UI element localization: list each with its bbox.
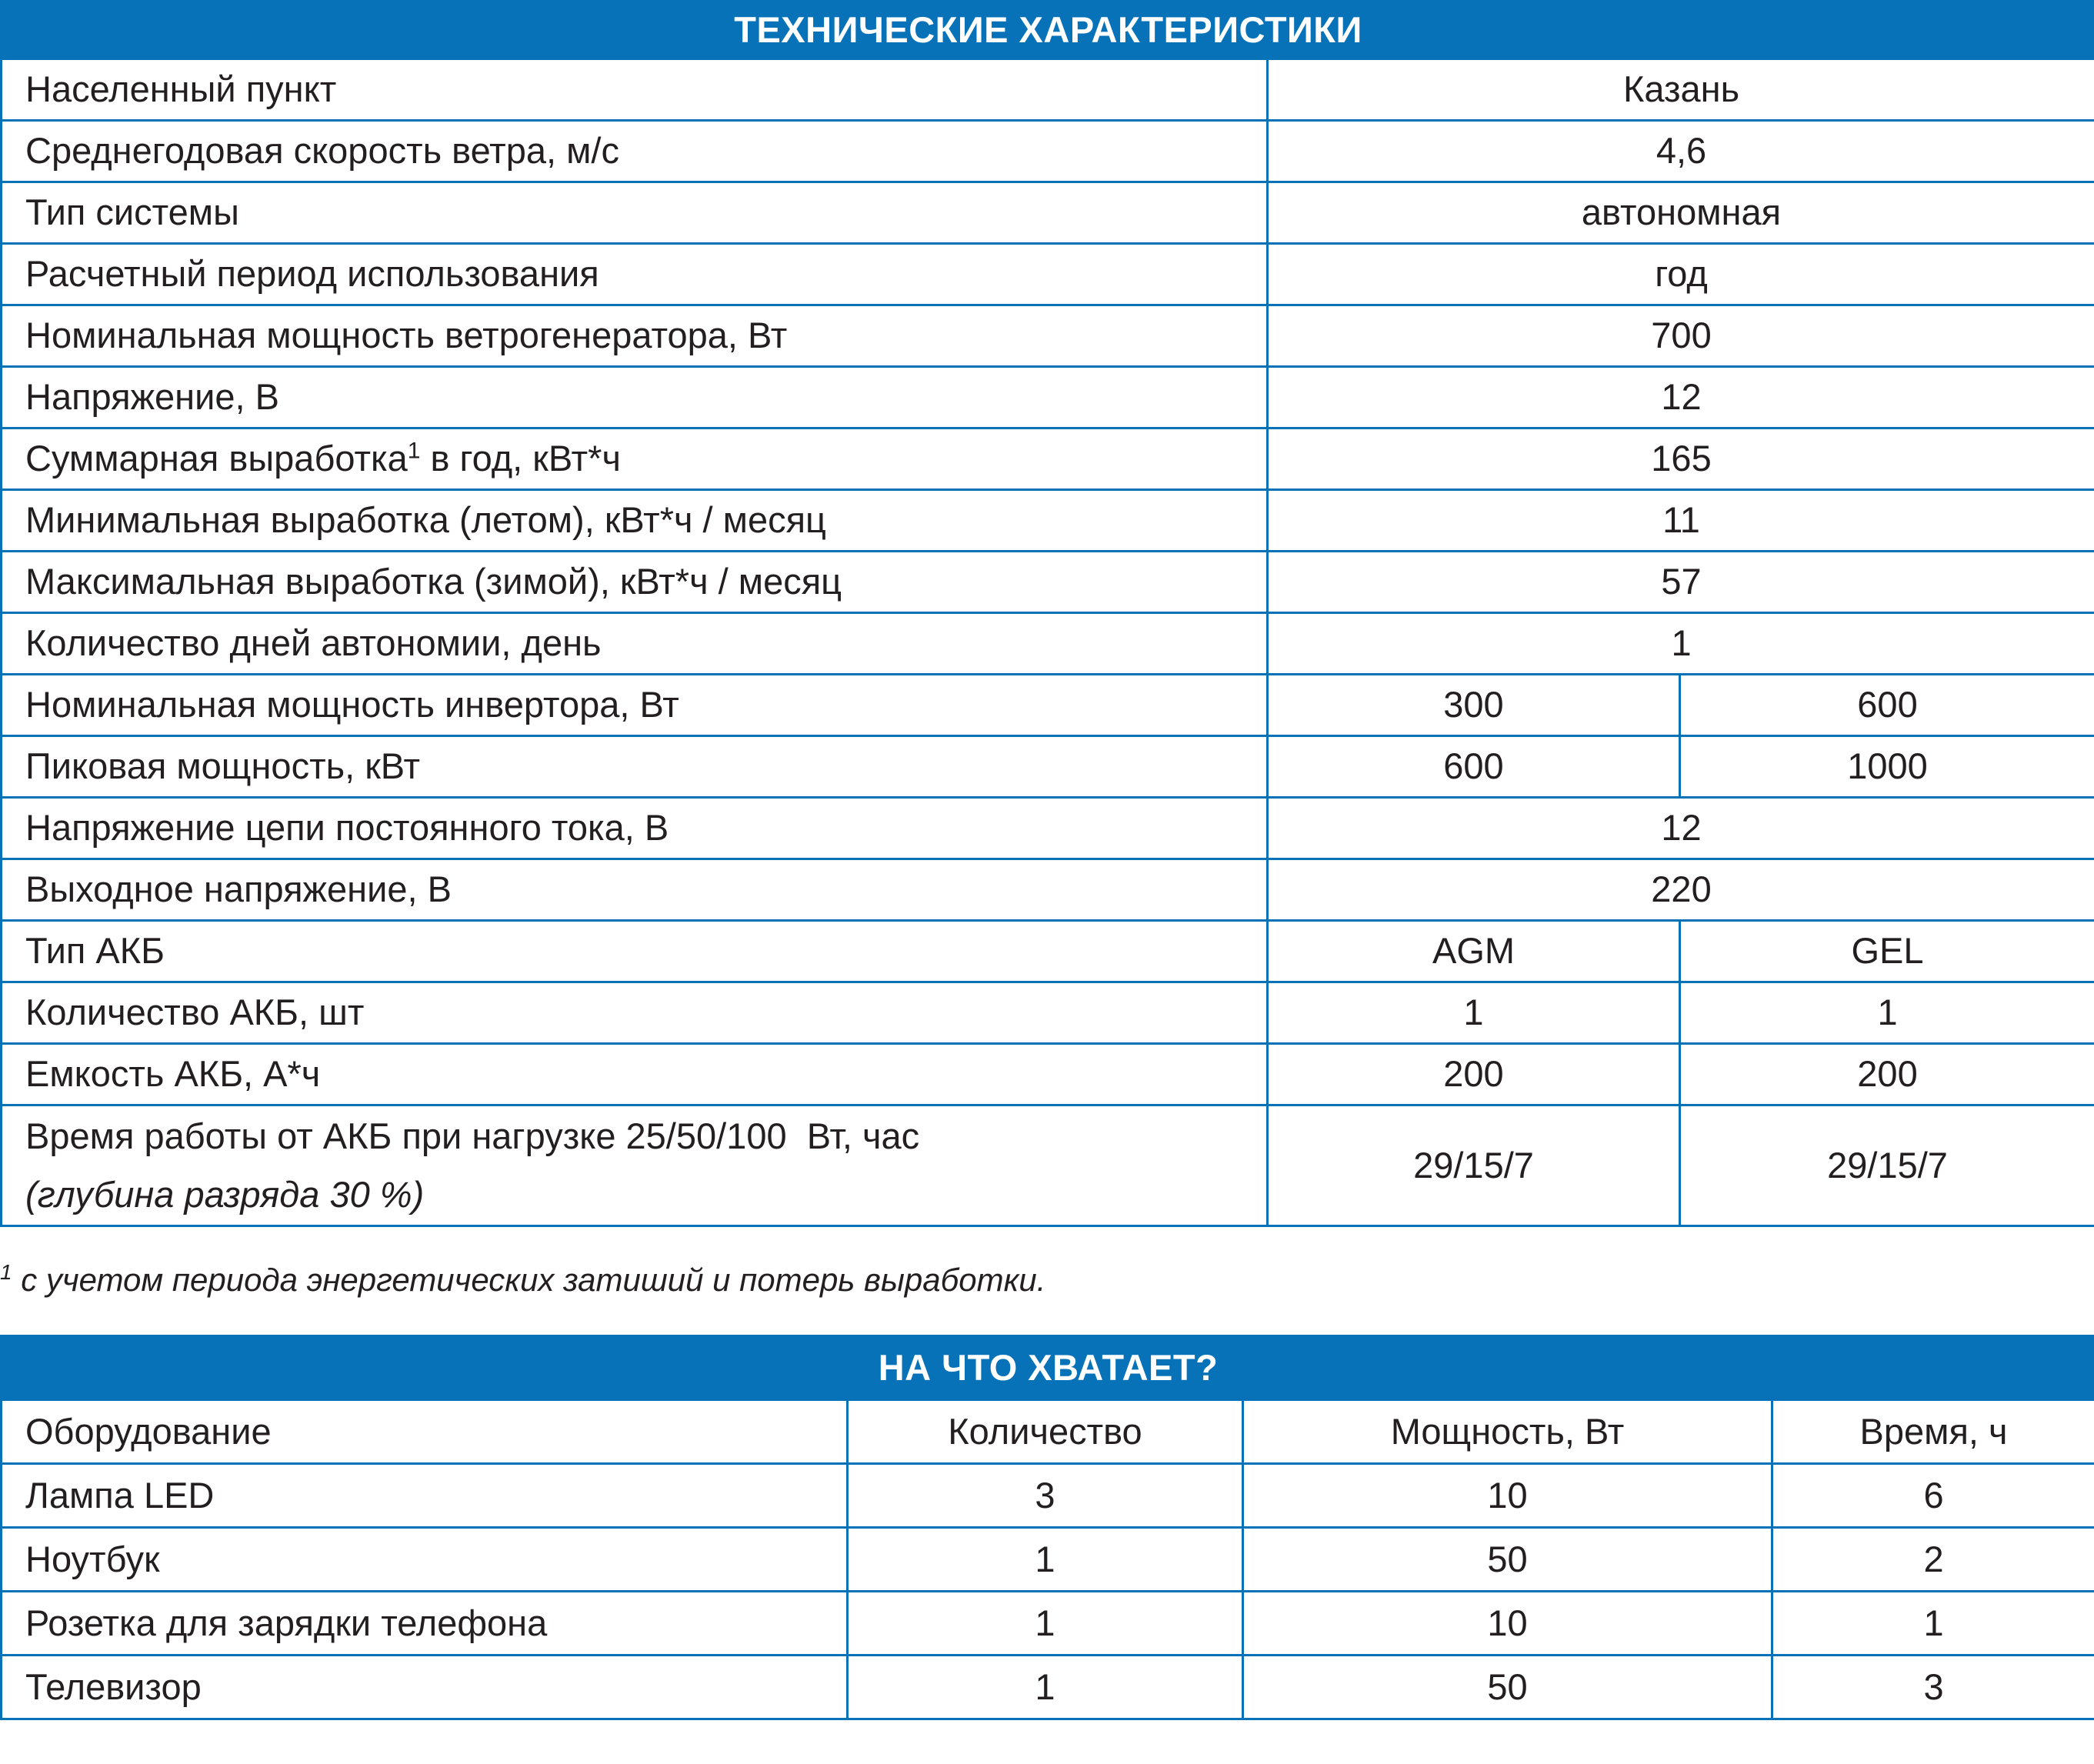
usage-table [0,1335,2094,1720]
table-row [2,1464,2094,1528]
footnote-text: с учетом периода энергетических затиший и потерь выработки. [12,1262,1046,1298]
table-row [2,1656,2094,1719]
spec-value: 220 [1268,859,2094,921]
footnote [0,1262,1045,1299]
table-row [2,244,2094,305]
column-header: Оборудование [2,1400,848,1464]
table-row [2,1592,2094,1656]
equipment-name: Лампа LED [2,1464,848,1528]
equipment-power: 10 [1243,1592,1772,1656]
table-row [2,367,2094,428]
equipment-time: 2 [1772,1528,2094,1592]
spec-value: 12 [1268,798,2094,859]
table-row [2,675,2094,736]
spec-value-option-a: 1 [1268,982,1680,1044]
spec-label [2,428,1268,490]
spec-value: Казань [1268,59,2094,121]
spec-label: Среднегодовая скорость ветра, м/с [2,121,1268,182]
specifications-title: ТЕХНИЧЕСКИЕ ХАРАКТЕРИСТИКИ [2,2,2094,59]
spec-value-option-b: 200 [1680,1044,2094,1105]
spec-value: 165 [1268,428,2094,490]
spec-value-option-b: 29/15/7 [1680,1105,2094,1226]
spec-label-text: Суммарная выработка [25,438,408,479]
equipment-power: 10 [1243,1464,1772,1528]
spec-label: Номинальная мощность ветрогенератора, Вт [2,305,1268,367]
table-row [2,859,2094,921]
spec-label-text: в год, кВт*ч [420,438,621,479]
spec-value: 1 [1268,613,2094,675]
spec-value-option-a: 29/15/7 [1268,1105,1680,1226]
footnote-marker: 1 [407,438,421,464]
table-row [2,1528,2094,1592]
spec-label [2,1105,1268,1226]
spec-value: 12 [1268,367,2094,428]
table-row [2,305,2094,367]
equipment-quantity: 1 [848,1656,1243,1719]
spec-value: 11 [1268,490,2094,552]
table-row [2,59,2094,121]
spec-label: Пиковая мощность, кВт [2,736,1268,798]
spec-label: Тип системы [2,182,1268,244]
equipment-power: 50 [1243,1656,1772,1719]
spec-value-option-a: 600 [1268,736,1680,798]
table-row [2,1044,2094,1105]
table-row [2,1105,2094,1226]
spec-value-option-b: 600 [1680,675,2094,736]
table-row [2,982,2094,1044]
equipment-time: 3 [1772,1656,2094,1719]
spec-label: Тип АКБ [2,921,1268,982]
spec-label: Номинальная мощность инвертора, Вт [2,675,1268,736]
table-row [2,490,2094,552]
spec-value: год [1268,244,2094,305]
spec-label: Минимальная выработка (летом), кВт*ч / месяц [2,490,1268,552]
spec-value-option-a: 300 [1268,675,1680,736]
equipment-name: Телевизор [2,1656,848,1719]
table-row [2,921,2094,982]
spec-label: Количество АКБ, шт [2,982,1268,1044]
column-header: Время, ч [1772,1400,2094,1464]
table-row [2,613,2094,675]
spec-value: 4,6 [1268,121,2094,182]
table-row [2,798,2094,859]
spec-label-note: (глубина разряда 30 %) [25,1174,425,1215]
table-row [2,736,2094,798]
spec-label: Количество дней автономии, день [2,613,1268,675]
spec-label: Расчетный период использования [2,244,1268,305]
spec-label: Максимальная выработка (зимой), кВт*ч / месяц [2,552,1268,613]
spec-label: Напряжение, В [2,367,1268,428]
spec-label: Выходное напряжение, В [2,859,1268,921]
equipment-quantity: 3 [848,1464,1243,1528]
equipment-name: Розетка для зарядки телефона [2,1592,848,1656]
column-header: Количество [848,1400,1243,1464]
equipment-name: Ноутбук [2,1528,848,1592]
spec-label: Напряжение цепи постоянного тока, В [2,798,1268,859]
spec-value-option-b: 1 [1680,982,2094,1044]
spec-label: Емкость АКБ, А*ч [2,1044,1268,1105]
spec-value-option-b: 1000 [1680,736,2094,798]
equipment-power: 50 [1243,1528,1772,1592]
equipment-quantity: 1 [848,1528,1243,1592]
spec-label: Населенный пункт [2,59,1268,121]
column-header: Мощность, Вт [1243,1400,1772,1464]
table-row [2,121,2094,182]
spec-label-text: Время работы от АКБ при нагрузке 25/50/100 Вт, час [25,1115,920,1156]
spec-value: 57 [1268,552,2094,613]
table-row [2,428,2094,490]
spec-value: автономная [1268,182,2094,244]
usage-title: НА ЧТО ХВАТАЕТ? [2,1336,2094,1400]
spec-value-option-a: 200 [1268,1044,1680,1105]
footnote-marker: 1 [0,1260,12,1284]
table-row [2,552,2094,613]
equipment-time: 1 [1772,1592,2094,1656]
spec-value: 700 [1268,305,2094,367]
spec-value-option-a: AGM [1268,921,1680,982]
equipment-time: 6 [1772,1464,2094,1528]
spec-value-option-b: GEL [1680,921,2094,982]
table-row [2,182,2094,244]
equipment-quantity: 1 [848,1592,1243,1656]
table-header-row [2,1400,2094,1464]
